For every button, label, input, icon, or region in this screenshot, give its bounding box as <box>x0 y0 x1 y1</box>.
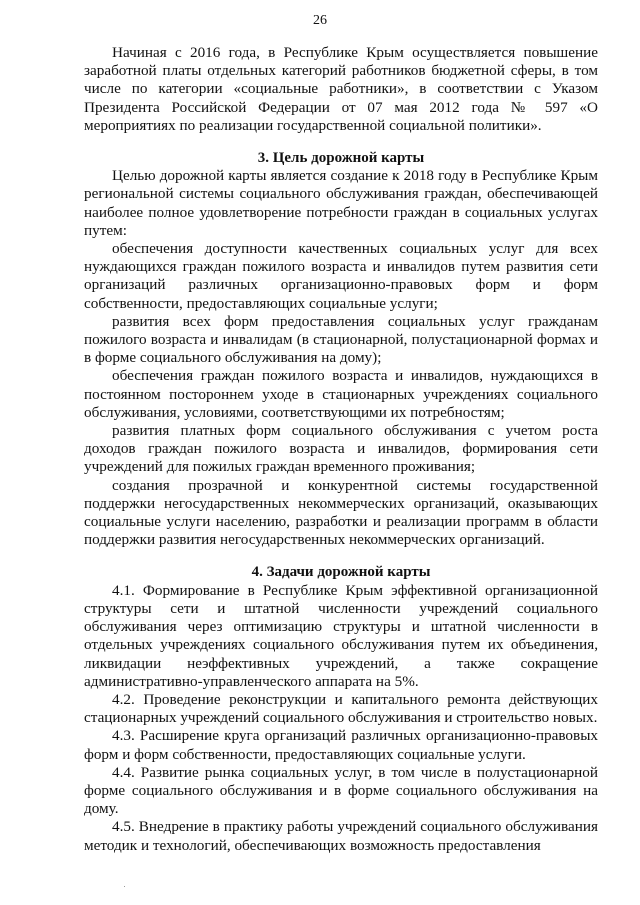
intro-paragraph: Начиная с 2016 года, в Республике Крым осуществляется повышение заработной платы отдельных категорий работников бюджетной сферы, в том числе по категории «социальные работники», в соответствии с Указом Президента Российской Федерации от 07 мая 2012 года № 597 «О мероприятиях по реализации государственной социальной политики». <box>84 44 598 134</box>
page-number: 26 <box>313 13 327 28</box>
section-3-paragraph: Целью дорожной карты является создание к 2018 году в Республике Крым региональной системы социального обслуживания граждан, обеспечивающей наиболее полное удовлетворение потребности граждан в социальных услугах путем: <box>84 167 598 239</box>
section-3-paragraph: обеспечения доступности качественных социальных услуг для всех нуждающихся граждан пожилого возраста и инвалидов путем развития сети организаций различных организационно-правовых форм и форм собственности, предоставляющих социальные услуги; <box>84 240 598 312</box>
document-body <box>84 44 598 855</box>
section-4-paragraph: 4.3. Расширение круга организаций различных организационно-правовых форм и форм собственности, предоставляющих социальные услуги. <box>84 727 598 763</box>
section-4-paragraph: 4.1. Формирование в Республике Крым эффективной организационной структуры сети и штатной численности учреждений социального обслуживания через оптимизацию структуры и штатной численности в отдельных учреждениях социального обслуживания путем их объединения, ликвидации неэффективных учреждений, а также сокращение административно-управленческого аппарата на 5%. <box>84 581 598 690</box>
section-gap <box>84 549 598 563</box>
section-3-paragraph: обеспечения граждан пожилого возраста и инвалидов, нуждающихся в постоянном постороннем уходе в стационарных учреждениях социального обслуживания, условиями, соответствующими их потребностям; <box>84 367 598 421</box>
section-4-heading: 4. Задачи дорожной карты <box>251 564 431 581</box>
section-3-paragraph: создания прозрачной и конкурентной системы государственной поддержки негосударственных некоммерческих организаций, оказывающих социальные услуги населению, разработки и реализации программ в области поддержки развития негосударственных некоммерческих организаций. <box>84 476 598 549</box>
section-3-heading: 3. Цель дорожной карты <box>257 150 425 167</box>
section-4-paragraph: 4.2. Проведение реконструкции и капитального ремонта действующих стационарных учреждений социального обслуживания и строительство новых. <box>84 690 598 727</box>
section-4-paragraph: 4.4. Развитие рынка социальных услуг, в том числе в полустационарной форме социального обслуживания и в форме социального обслуживания на дому. <box>84 763 598 818</box>
scan-artifact <box>124 886 125 887</box>
section-3-paragraph: развития платных форм социального обслуживания с учетом роста доходов граждан пожилого возраста и инвалидов, формирования сети учреждений для пожилых граждан временного проживания; <box>84 422 598 476</box>
section-gap <box>84 135 598 149</box>
section-4-paragraph: 4.5. Внедрение в практику работы учреждений социального обслуживания методик и технологий, обеспечивающих возможность предоставления <box>84 818 598 854</box>
section-3-paragraph: развития всех форм предоставления социальных услуг гражданам пожилого возраста и инвалидам (в стационарной, полустационарной формах и в форме социального обслуживания на дому); <box>84 312 598 367</box>
